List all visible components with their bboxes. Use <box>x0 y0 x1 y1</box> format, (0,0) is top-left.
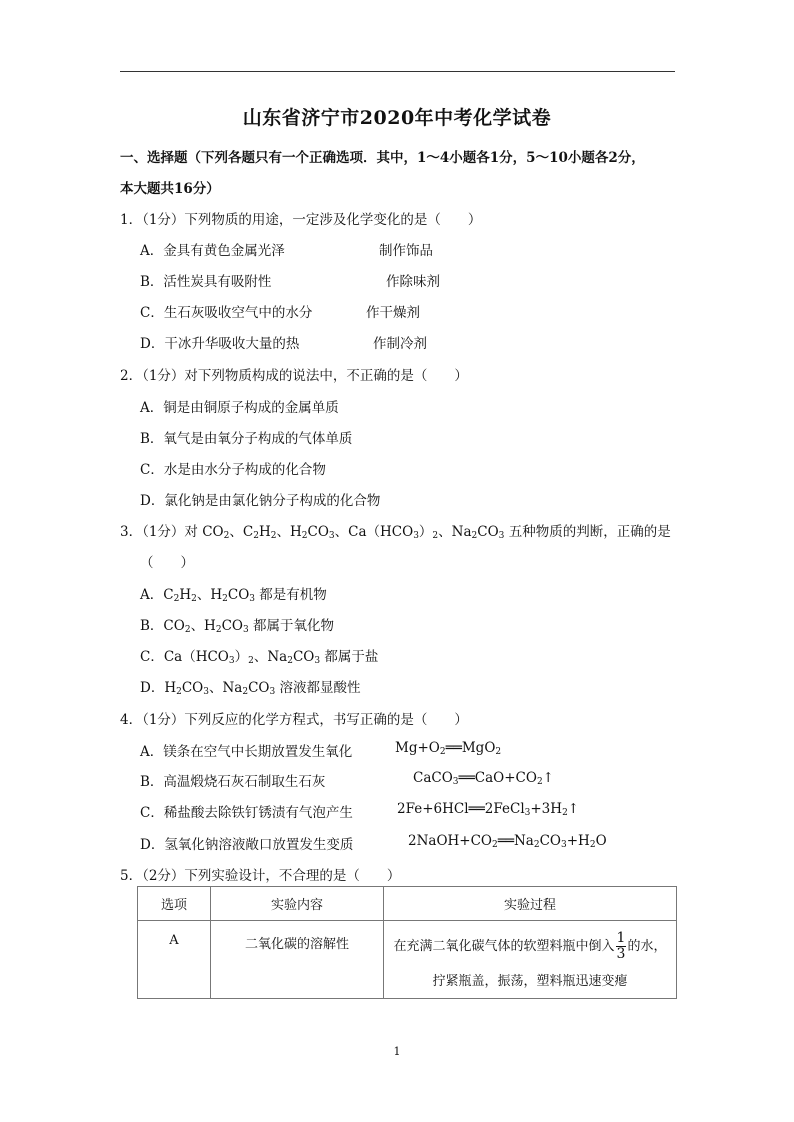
q2-option-b: B．氧气是由氧分子构成的气体单质 <box>140 431 353 447</box>
question-5-stem: 5．（2分）下列实验设计，不合理的是（ ） <box>120 868 401 884</box>
q4-option-d-equation: $2NaOH+CO_2══Na_2CO_3+H_2O$ <box>408 833 607 850</box>
question-3-blank: （ ） <box>140 555 194 571</box>
q1-option-a: A．金具有黄色金属光泽 <box>140 243 285 259</box>
header-rule <box>120 71 675 72</box>
q3-option-a: A．$C_2H_2$、$H_2CO_3$ 都是有机物 <box>140 587 327 604</box>
table-cell-process: 在充满二氧化碳气体的软塑料瓶中倒入 $\frac{1}{3}$ 的水， 拧紧瓶盖，振荡，塑料瓶迅速变瘪 <box>384 921 677 999</box>
question-1-stem: 1．（1分）下列物质的用途，一定涉及化学变化的是（ ） <box>120 212 482 228</box>
q1-option-d: D．干冰升华吸收大量的热 <box>140 336 300 352</box>
q4-option-a-equation: $Mg+O_2══MgO_2$ <box>395 740 502 757</box>
q1-option-d-use: 作制冷剂 <box>373 336 427 352</box>
page-number: 1 <box>393 1045 401 1058</box>
table-cell-content: 二氧化碳的溶解性 <box>211 921 384 999</box>
q4-option-d: D．氢氧化钠溶液敞口放置发生变质 <box>140 837 354 853</box>
q3-option-d: D．$H_2CO_3$、$Na_2CO_3$ 溶液都显酸性 <box>140 680 361 697</box>
section-heading-line2: 本大题共16分） <box>120 181 220 197</box>
question-2-stem: 2．（1分）对下列物质构成的说法中，不正确的是（ ） <box>120 368 468 384</box>
q3-option-c: C．$Ca(HCO_3)_2$、$Na_2CO_3$ 都属于盐 <box>140 649 379 666</box>
q1-option-b: B．活性炭具有吸附性 <box>140 274 272 290</box>
q1-option-c-use: 作干燥剂 <box>366 305 420 321</box>
table-header-content: 实验内容 <box>211 887 384 921</box>
table-row <box>138 921 677 999</box>
fraction-one-third: $\frac{1}{3}$ <box>616 929 626 962</box>
q2-option-c: C．水是由水分子构成的化合物 <box>140 462 326 478</box>
table-header-option: 选项 <box>138 887 211 921</box>
q4-option-c: C．稀盐酸去除铁钉锈渍有气泡产生 <box>140 805 353 821</box>
question-3-stem: 3．（1分）对 $CO_2$、$C_2H_2$、$H_2CO_3$、$Ca(HCO_3)_2$、$Na_2CO_3$ 五种物质的判断，正确的是 <box>120 524 671 541</box>
q4-option-a: A．镁条在空气中长期放置发生氧化 <box>140 744 353 760</box>
section-heading-line1: 一、选择题（下列各题只有一个正确选项．其中，1～4小题各1分，5～10小题各2分， <box>120 150 645 166</box>
q3-option-b: B．$CO_2$、$H_2CO_3$ 都属于氧化物 <box>140 618 335 635</box>
q1-option-b-use: 作除味剂 <box>386 274 440 290</box>
table-header-process: 实验过程 <box>384 887 677 921</box>
q1-option-a-use: 制作饰品 <box>379 243 433 259</box>
q1-option-c: C．生石灰吸收空气中的水分 <box>140 305 313 321</box>
q2-option-d: D．氯化钠是由氯化钠分子构成的化合物 <box>140 493 381 509</box>
q4-option-b-equation: $CaCO_3══CaO+CO_2↑$ <box>413 770 554 787</box>
q2-option-a: A．铜是由铜原子构成的金属单质 <box>140 400 339 416</box>
q4-option-b: B．高温煅烧石灰石制取生石灰 <box>140 774 326 790</box>
page-title: 山东省济宁市2020年中考化学试卷 <box>242 107 552 129</box>
q5-table <box>137 886 677 999</box>
q4-option-c-equation: $2Fe+6HCl══2FeCl_3+3H_2↑$ <box>397 801 580 818</box>
table-cell-option: A <box>138 921 211 999</box>
question-4-stem: 4．（1分）下列反应的化学方程式，书写正确的是（ ） <box>120 712 468 728</box>
